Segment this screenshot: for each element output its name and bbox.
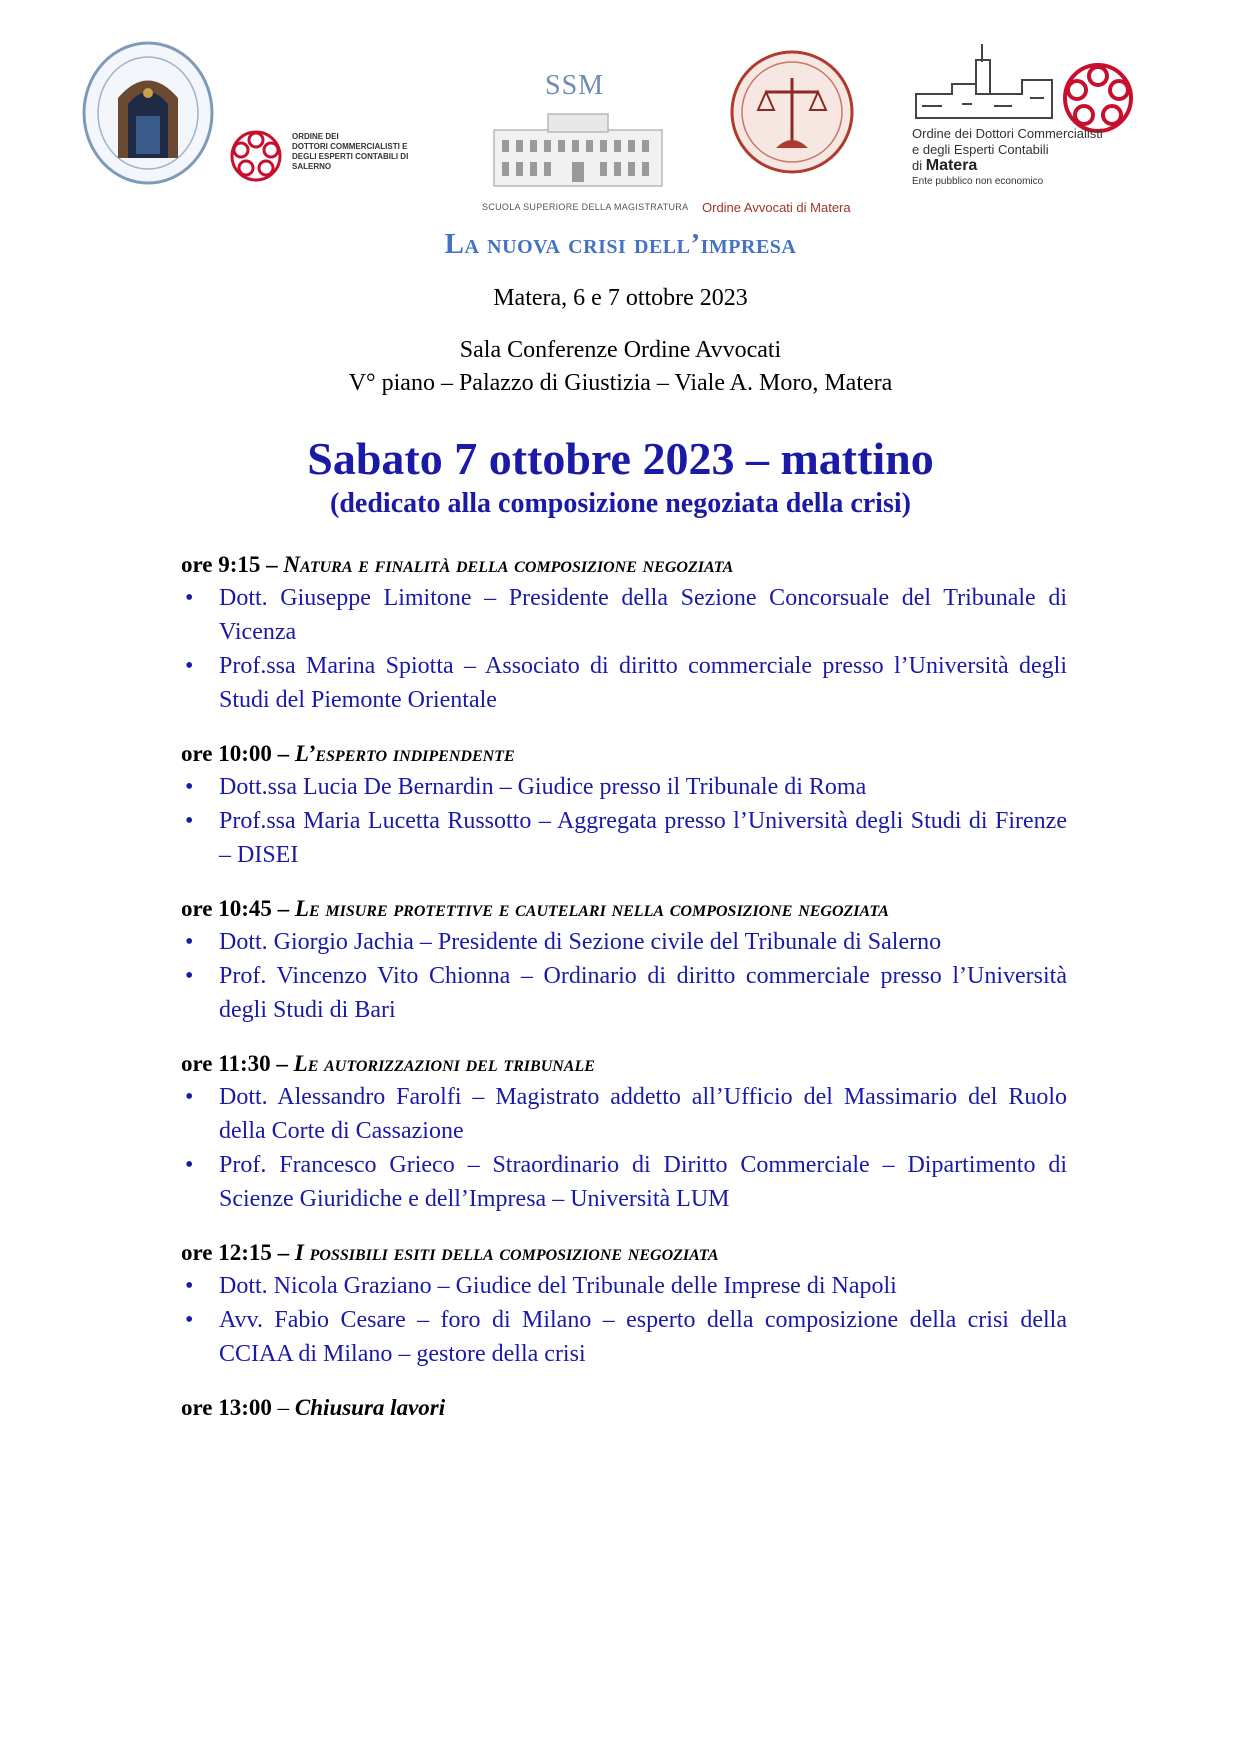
session-topic: Natura e finalità della composizione negoziata — [283, 552, 734, 577]
bullet-icon: • — [185, 1152, 194, 1178]
bullet-icon: • — [185, 653, 194, 679]
speaker-text: Prof.ssa Maria Lucetta Russotto – Aggregata presso l’Università degli Studi di Firenze – DISEI — [219, 808, 1067, 868]
session-block — [181, 892, 1067, 1027]
salerno-caption-line: SALERNO — [292, 162, 332, 171]
session-block — [181, 1236, 1067, 1371]
session-block — [181, 737, 1067, 872]
day-title: Sabato 7 ottobre 2023 – mattino — [307, 433, 934, 484]
matera-rosette-icon — [1060, 60, 1136, 136]
logo-row — [0, 30, 1241, 215]
venue-line-2: V° piano – Palazzo di Giustizia – Viale A. Moro, Matera — [348, 370, 893, 396]
speaker-text: Dott. Giuseppe Limitone – Presidente della Sezione Concorsuale del Tribunale di Vicenza — [219, 585, 1067, 645]
matera-caption-line: e degli Esperti Contabili — [912, 142, 1049, 157]
speaker-item — [181, 1080, 1067, 1148]
bullet-icon: • — [185, 585, 194, 611]
bullet-icon: • — [185, 929, 194, 955]
speaker-item — [181, 649, 1067, 717]
bullet-icon: • — [185, 1084, 194, 1110]
matera-caption-line: Ordine dei Dottori Commercialisti — [912, 126, 1103, 141]
bullet-icon: • — [185, 1307, 194, 1333]
bullet-icon: • — [185, 963, 194, 989]
avvocati-justice-logo — [728, 48, 856, 176]
speaker-item — [181, 804, 1067, 872]
speaker-text: Prof. Vincenzo Vito Chionna – Ordinario di diritto commerciale presso l’Università degli Studi di Bari — [219, 963, 1067, 1023]
ssm-caption: SCUOLA SUPERIORE DELLA MAGISTRATURA — [482, 202, 689, 212]
session-heading — [181, 892, 1067, 925]
speaker-list — [181, 1269, 1067, 1371]
speaker-item — [181, 770, 1067, 804]
speaker-item — [181, 581, 1067, 649]
session-topic: L’esperto indipendente — [294, 741, 515, 766]
bullet-icon: • — [185, 808, 194, 834]
closing-topic: Chiusura lavori — [294, 1395, 446, 1420]
speaker-text: Dott. Nicola Graziano – Giudice del Tribunale delle Imprese di Napoli — [219, 1273, 897, 1299]
speaker-item — [181, 1303, 1067, 1371]
session-topic: I possibili esiti della composizione negoziata — [294, 1240, 719, 1265]
venue-line-1: Sala Conferenze Ordine Avvocati — [459, 337, 782, 363]
salerno-rosette-icon — [228, 128, 284, 184]
speaker-item — [181, 925, 1067, 959]
speaker-list — [181, 581, 1067, 717]
session-time: ore 10:45 – — [181, 896, 290, 921]
event-dates: Matera, 6 e 7 ottobre 2023 — [493, 285, 748, 311]
bullet-icon: • — [185, 1273, 194, 1299]
session-time: ore 12:15 – — [181, 1240, 290, 1265]
session-heading — [181, 548, 1067, 581]
matera-caption — [912, 126, 1103, 190]
matera-caption-sub: Ente pubblico non economico — [912, 176, 1044, 187]
session-time: ore 9:15 – — [181, 552, 278, 577]
speaker-text: Prof.ssa Marina Spiotta – Associato di diritto commerciale presso l’Università degli Studi del Piemonte Orientale — [219, 653, 1067, 713]
speaker-text: Avv. Fabio Cesare – foro di Milano – esperto della composizione della crisi della CCIAA di Milano – gestore della crisi — [219, 1307, 1067, 1367]
speaker-item — [181, 1148, 1067, 1216]
ssm-palace-logo — [488, 108, 668, 190]
session-topic: Le autorizzazioni del tribunale — [293, 1051, 595, 1076]
ssm-acronym: SSM — [545, 70, 605, 101]
speaker-text: Dott.ssa Lucia De Bernardin – Giudice presso il Tribunale di Roma — [219, 774, 867, 800]
session-topic: Le misure protettive e cautelari nella composizione negoziata — [294, 896, 889, 921]
session-time: ore 11:30 – — [181, 1051, 288, 1076]
closing-separator: – — [271, 1395, 295, 1420]
salerno-caption — [292, 132, 408, 172]
program-schedule — [181, 548, 1067, 1424]
speaker-list — [181, 1080, 1067, 1216]
salerno-caption-line: ORDINE DEI — [292, 132, 339, 141]
salerno-caption-line: DOTTORI COMMERCIALISTI E — [292, 142, 408, 151]
matera-caption-line — [912, 158, 1103, 174]
matera-caption-prefix: di — [912, 158, 923, 173]
session-time: ore 10:00 – — [181, 741, 290, 766]
speaker-item — [181, 959, 1067, 1027]
closing-time: ore 13:00 — [181, 1395, 272, 1420]
session-block — [181, 1047, 1067, 1216]
bullet-icon: • — [185, 774, 194, 800]
speaker-item — [181, 1269, 1067, 1303]
session-heading — [181, 737, 1067, 770]
speaker-text: Prof. Francesco Grieco – Straordinario di Diritto Commerciale – Dipartimento di Scienze Giuridiche e dell’Impresa – Università LUM — [219, 1152, 1067, 1212]
event-title: La nuova crisi dell’impresa — [444, 228, 797, 260]
session-heading — [181, 1236, 1067, 1269]
day-subtitle: (dedicato alla composizione negoziata della crisi) — [330, 488, 911, 519]
speaker-list — [181, 925, 1067, 1027]
salerno-seal-logo — [78, 38, 218, 188]
salerno-caption-line: DEGLI ESPERTI CONTABILI DI — [292, 152, 409, 161]
speaker-list — [181, 770, 1067, 872]
speaker-text: Dott. Giorgio Jachia – Presidente di Sezione civile del Tribunale di Salerno — [219, 929, 942, 955]
avvocati-caption: Ordine Avvocati di Matera — [702, 200, 851, 215]
session-heading — [181, 1047, 1067, 1080]
matera-town-logo — [912, 40, 1062, 120]
matera-city-name: Matera — [925, 157, 978, 174]
session-block — [181, 548, 1067, 717]
speaker-text: Dott. Alessandro Farolfi – Magistrato addetto all’Ufficio del Massimario del Ruolo della Corte di Cassazione — [219, 1084, 1067, 1144]
closing-line — [181, 1391, 1067, 1424]
